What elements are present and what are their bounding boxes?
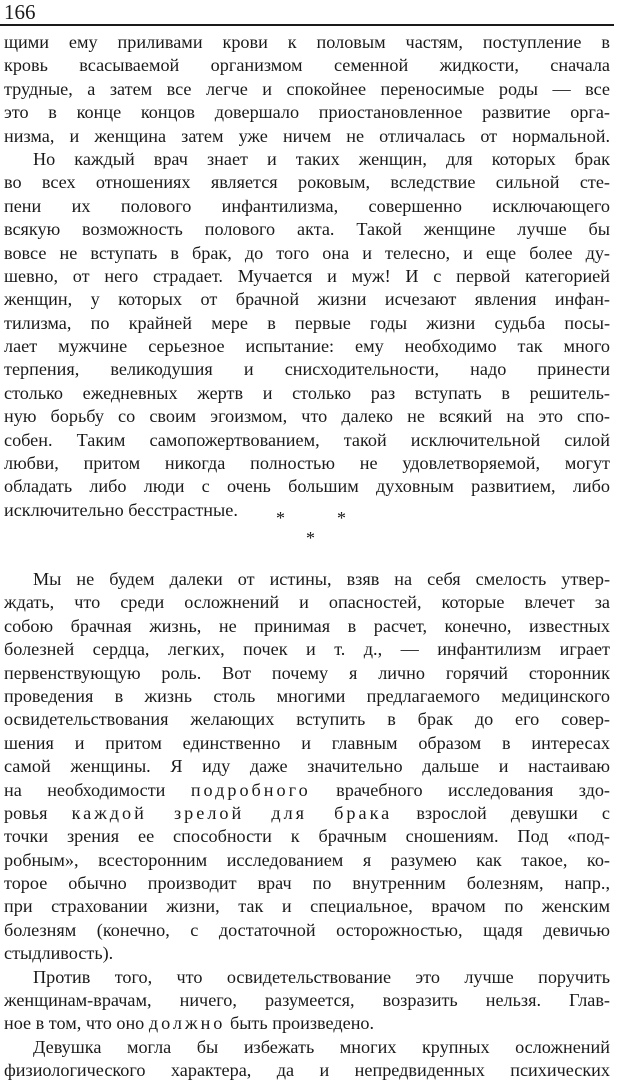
text-line: тилизма, по крайней мере в первые годы жизни судьба посы- bbox=[4, 312, 610, 333]
text-line: Девушка могла бы избежать многих крупных осложнений bbox=[33, 1036, 610, 1057]
text-line: ную борьбу со своим эгоизмом, что далеко не всякий на это спо- bbox=[4, 406, 610, 427]
page-number: 166 bbox=[4, 0, 36, 24]
asterisk: * bbox=[337, 508, 346, 528]
text-line: освидетельствования желающих вступить в брак до его совер- bbox=[4, 709, 610, 730]
text-line: вовсе не вступать в брак, до того она и телесно, и еще более ду- bbox=[4, 242, 610, 263]
text-line: первенствующую роль. Вот почему я лично горячий сторонник bbox=[4, 662, 610, 683]
text-line: при страховании жизни, так и специальное, врачом по женским bbox=[4, 896, 610, 917]
text-segment: взрослой девушки с bbox=[392, 802, 610, 823]
text-line: всякую возможность полового акта. Такой женщине лучше бы bbox=[4, 219, 610, 240]
text-line: женщин, у которых от брачной жизни исчезают явления инфан- bbox=[4, 289, 610, 310]
text-segment: ное в том, что оно bbox=[4, 1013, 149, 1034]
text-line bbox=[4, 1012, 610, 1035]
section-separator bbox=[0, 502, 620, 552]
text-line: стыдливость). bbox=[4, 943, 114, 964]
emphasized-text: должно bbox=[148, 1013, 226, 1034]
paragraph-block-2 bbox=[4, 568, 610, 1083]
text-line: физиологического характера, да и непредвиденных психических bbox=[4, 1060, 610, 1081]
text-line: во всех отношениях является роковым, вследствие сильной сте- bbox=[4, 172, 610, 193]
text-segment: ровья bbox=[4, 802, 72, 823]
text-line: проведения в жизнь столь многими предлагаемого медицинского bbox=[4, 685, 610, 706]
text-line: низма, и женщина затем уже ничем не отличалась от нормальной. bbox=[4, 125, 610, 146]
text-line: болезней сердца, легких, почек и т. д., — инфантилизм играет bbox=[4, 639, 610, 660]
paragraph-block-1 bbox=[4, 31, 610, 522]
text-line: женщинам-врачам, ничего, разумеется, возразить нельзя. Глав- bbox=[4, 990, 610, 1011]
text-line: болезням (конечно, с достаточной осторожностью, щадя девичью bbox=[4, 919, 610, 940]
text-segment: врачебного исследования здо- bbox=[310, 779, 610, 800]
text-line bbox=[4, 779, 610, 802]
text-line: исключительно бесстрастные. bbox=[4, 499, 238, 520]
text-line: Но каждый врач знает и таких женщин, для которых брак bbox=[33, 148, 610, 169]
text-line: обладать либо люди с очень большим духовным развитием, либо bbox=[4, 476, 610, 497]
text-line: это в конце концов довершало приостановленное развитие орга- bbox=[4, 102, 610, 123]
text-line: кровь всасываемой организмом семенной жидкости, сначала bbox=[4, 55, 610, 76]
text-line: шевно, от него страдает. Мучается и муж! И с первой категорией bbox=[4, 265, 610, 286]
text-line: щими ему приливами крови к половым частям, поступление в bbox=[4, 32, 610, 52]
text-line: пени их полового инфантилизма, совершенно исключающего bbox=[4, 195, 610, 216]
text-line: трудные, а затем все легче и спокойнее переносимые роды — все bbox=[4, 78, 610, 99]
text-line: Против того, что освидетельствование это лучше поручить bbox=[33, 966, 610, 987]
text-line: робным», всесторонним исследованием я разумею как такое, ко- bbox=[4, 849, 610, 870]
text-line: терпения, великодушия и снисходительности, надо принести bbox=[4, 359, 610, 380]
text-line: торое обычно производит врач по внутренним болезням, напр., bbox=[4, 873, 610, 894]
emphasized-text: каждой зрелой для брака bbox=[71, 802, 393, 823]
text-line: шения и притом единственно и главным образом в интересах bbox=[4, 732, 610, 753]
text-line: Мы не будем далеки от истины, взяв на себя смелость утвер- bbox=[33, 569, 610, 589]
text-line: любви, притом никогда полностью не удовлетворяемой, могут bbox=[4, 453, 610, 474]
emphasized-text: подробного bbox=[190, 779, 311, 800]
text-segment: быть произведено. bbox=[225, 1013, 375, 1034]
text-line: ждать, что среди осложнений и опасностей, которые влечет за bbox=[4, 592, 610, 613]
text-line bbox=[4, 802, 610, 825]
header-rule bbox=[0, 24, 614, 26]
asterisk: * bbox=[276, 508, 285, 528]
text-segment: на необходимости bbox=[4, 779, 191, 800]
text-line: самой женщины. Я иду даже значительно дальше и настаиваю bbox=[4, 756, 610, 777]
text-line: собен. Таким самопожертвованием, такой исключительной силой bbox=[4, 429, 610, 450]
text-line: точки зрения ее способности к брачным сношениям. Под «под- bbox=[4, 826, 610, 847]
text-line: столько ежедневных жертв и столько раз вступать в решитель- bbox=[4, 382, 610, 403]
text-line: собою брачная жизнь, не принимая в расчет, конечно, известных bbox=[4, 615, 610, 636]
asterisk: * bbox=[306, 528, 315, 548]
text-line: лает мужчине серьезное испытание: ему необходимо так много bbox=[4, 336, 610, 357]
